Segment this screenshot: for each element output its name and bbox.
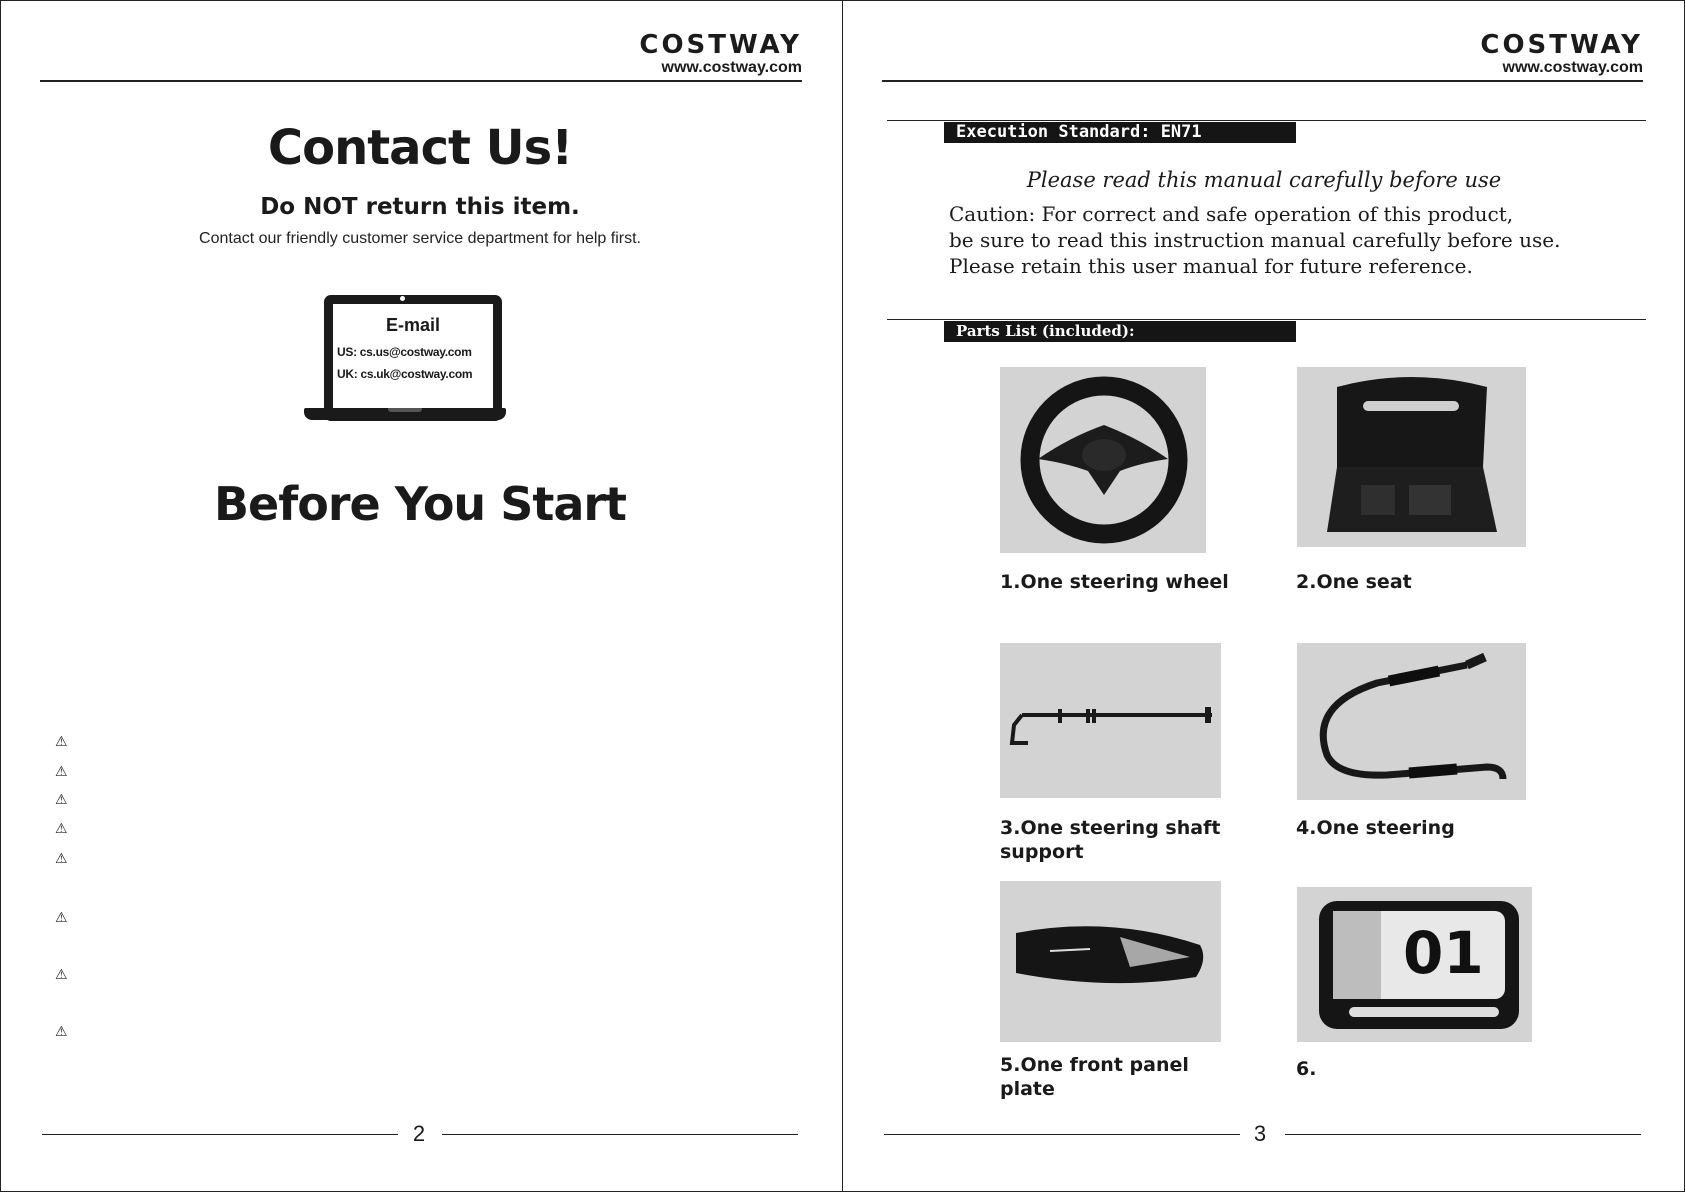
header-rule-right [882, 80, 1643, 82]
parts-rule [887, 319, 1646, 320]
standard-rule [887, 120, 1646, 121]
contact-title: Contact Us! [267, 120, 573, 176]
part-label-3-text: 3.One steering shaft support [1000, 817, 1221, 863]
part-label-5-text: 5.One front panel plate [1000, 1054, 1189, 1100]
brand-logo-left [600, 31, 802, 77]
execution-standard: Execution Standard: EN71 [944, 122, 1296, 143]
warning-icon: ⚠ [55, 763, 68, 779]
svg-text:01: 01 [1403, 919, 1484, 987]
footer-rule-right-b [1285, 1134, 1641, 1135]
header-rule-left [40, 80, 802, 82]
brand-name: COSTWAY [1480, 30, 1643, 60]
part-label-5 [1000, 1053, 1240, 1101]
no-return-notice: Do NOT return this item. [260, 194, 580, 220]
part-label-6: 6. [1296, 1058, 1317, 1080]
steering-wheel-photo [1000, 367, 1206, 553]
brand-logo-right [1441, 31, 1643, 77]
warning-icon: ⚠ [55, 966, 68, 982]
steering-rod-photo [1297, 643, 1526, 800]
warning-icon: ⚠ [55, 820, 68, 836]
page-spine [842, 0, 843, 1192]
footer-rule-right-a [884, 1134, 1240, 1135]
read-manual-title: Please read this manual carefully before use [1026, 168, 1502, 192]
part-label-1: 1.One steering wheel [1000, 571, 1229, 593]
steering-shaft-photo [1000, 643, 1221, 798]
warning-icon: ⚠ [55, 1023, 68, 1039]
parts-list-title: Parts List (included): [944, 321, 1296, 342]
warning-icon: ⚠ [55, 791, 68, 807]
email-us[interactable]: US: cs.us@costway.com [337, 345, 472, 359]
seat-photo [1297, 367, 1526, 547]
caution-line: Caution: For correct and safe operation of this product, [949, 202, 1514, 226]
before-you-start-title: Before You Start [213, 477, 627, 531]
caution-line: Please retain this user manual for future reference. [949, 254, 1473, 278]
email-title: E-mail [385, 315, 441, 335]
email-uk[interactable]: UK: cs.uk@costway.com [337, 367, 473, 381]
part-label-3 [1000, 816, 1240, 864]
page-number-right: 3 [1253, 1121, 1267, 1146]
caution-line: be sure to read this instruction manual carefully before use. [949, 228, 1561, 252]
warning-icon: ⚠ [55, 909, 68, 925]
number-plate-photo [1297, 887, 1532, 1042]
footer-rule-left-a [42, 1134, 398, 1135]
caution-text [949, 201, 1649, 279]
part-label-2: 2.One seat [1296, 571, 1412, 593]
brand-name: COSTWAY [639, 30, 802, 60]
page-number-left: 2 [412, 1121, 426, 1146]
footer-rule-left-b [442, 1134, 798, 1135]
brand-url: www.costway.com [661, 59, 802, 76]
warning-icon: ⚠ [55, 850, 68, 866]
contact-subtitle: Contact our friendly customer service department for help first. [199, 230, 641, 247]
front-panel-photo [1000, 881, 1221, 1042]
brand-url: www.costway.com [1502, 59, 1643, 76]
part-label-4: 4.One steering [1296, 817, 1455, 839]
warning-icon: ⚠ [55, 733, 68, 749]
